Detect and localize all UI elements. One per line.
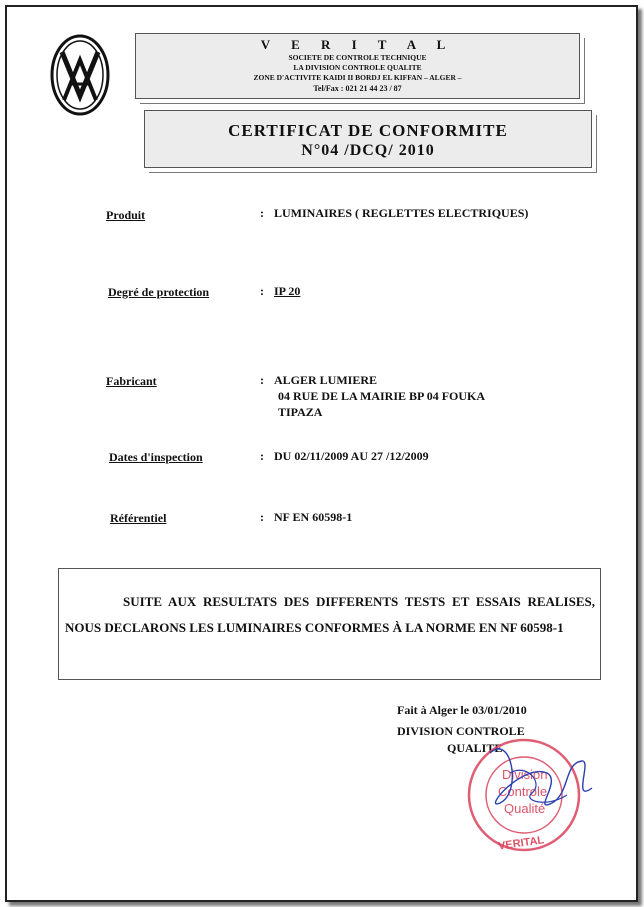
referentiel-text: NF EN 60598-1 xyxy=(274,510,353,524)
fabricant-address: 04 RUE DE LA MAIRIE BP 04 FOUKA xyxy=(278,389,486,403)
fabricant-value xyxy=(260,372,485,420)
official-stamp-icon xyxy=(452,733,597,858)
division-name: LA DIVISION CONTROLE QUALITE xyxy=(293,63,422,72)
colon: : xyxy=(260,510,264,524)
fabricant-name: ALGER LUMIERE xyxy=(274,373,378,387)
produit-text: LUMINAIRES ( REGLETTES ELECTRIQUES) xyxy=(274,206,529,220)
company-subtitle: SOCIETE DE CONTROLE TECHNIQUE xyxy=(288,53,427,62)
certificate-title: CERTIFICAT DE CONFORMITE xyxy=(228,121,508,140)
produit-label: Produit xyxy=(106,208,146,222)
fabricant-city: TIPAZA xyxy=(278,405,323,419)
svg-text:Division: Division xyxy=(502,767,548,782)
place-date: Fait à Alger le 03/01/2010 xyxy=(397,703,527,717)
dates-value xyxy=(260,448,429,464)
company-header xyxy=(135,33,580,99)
company-address: ZONE D'ACTIVITE KAIDI II BORDJ EL KIFFAN – ALGER – xyxy=(253,73,462,82)
colon: : xyxy=(260,284,264,298)
protection-value xyxy=(260,283,300,299)
referentiel-label: Référentiel xyxy=(110,511,167,525)
declaration-text: SUITE AUX RESULTATS DES DIFFERENTS TESTS ET ESSAIS REALISES, NOUS DECLARONS LES LUMINAIRES CONFORMES À LA NORME EN NF 60598-1 xyxy=(65,594,595,635)
colon: : xyxy=(260,449,264,463)
declaration-box xyxy=(58,568,601,680)
svg-text:VERITAL: VERITAL xyxy=(497,834,545,853)
produit-value xyxy=(260,205,528,221)
protection-text: IP 20 xyxy=(274,284,301,298)
dates-text: DU 02/11/2009 AU 27 /12/2009 xyxy=(274,449,429,463)
company-name: V E R I T A L xyxy=(260,37,455,52)
svg-text:Controle: Controle xyxy=(498,784,548,799)
fabricant-label: Fabricant xyxy=(106,374,157,388)
verital-logo-icon xyxy=(50,34,110,116)
division-line-2: QUALITE xyxy=(447,741,503,755)
svg-text:Qualité: Qualité xyxy=(504,801,546,816)
company-phone: Tel/Fax : 021 21 44 23 / 87 xyxy=(313,84,402,93)
division-line-1: DIVISION CONTROLE xyxy=(397,724,525,738)
colon: : xyxy=(260,206,264,220)
referentiel-value xyxy=(260,509,352,525)
protection-label: Degré de protection xyxy=(108,285,210,299)
dates-label: Dates d'inspection xyxy=(109,450,203,464)
certificate-number: N°04 /DCQ/ 2010 xyxy=(301,142,435,159)
certificate-title-box xyxy=(144,110,592,168)
colon: : xyxy=(260,373,264,387)
